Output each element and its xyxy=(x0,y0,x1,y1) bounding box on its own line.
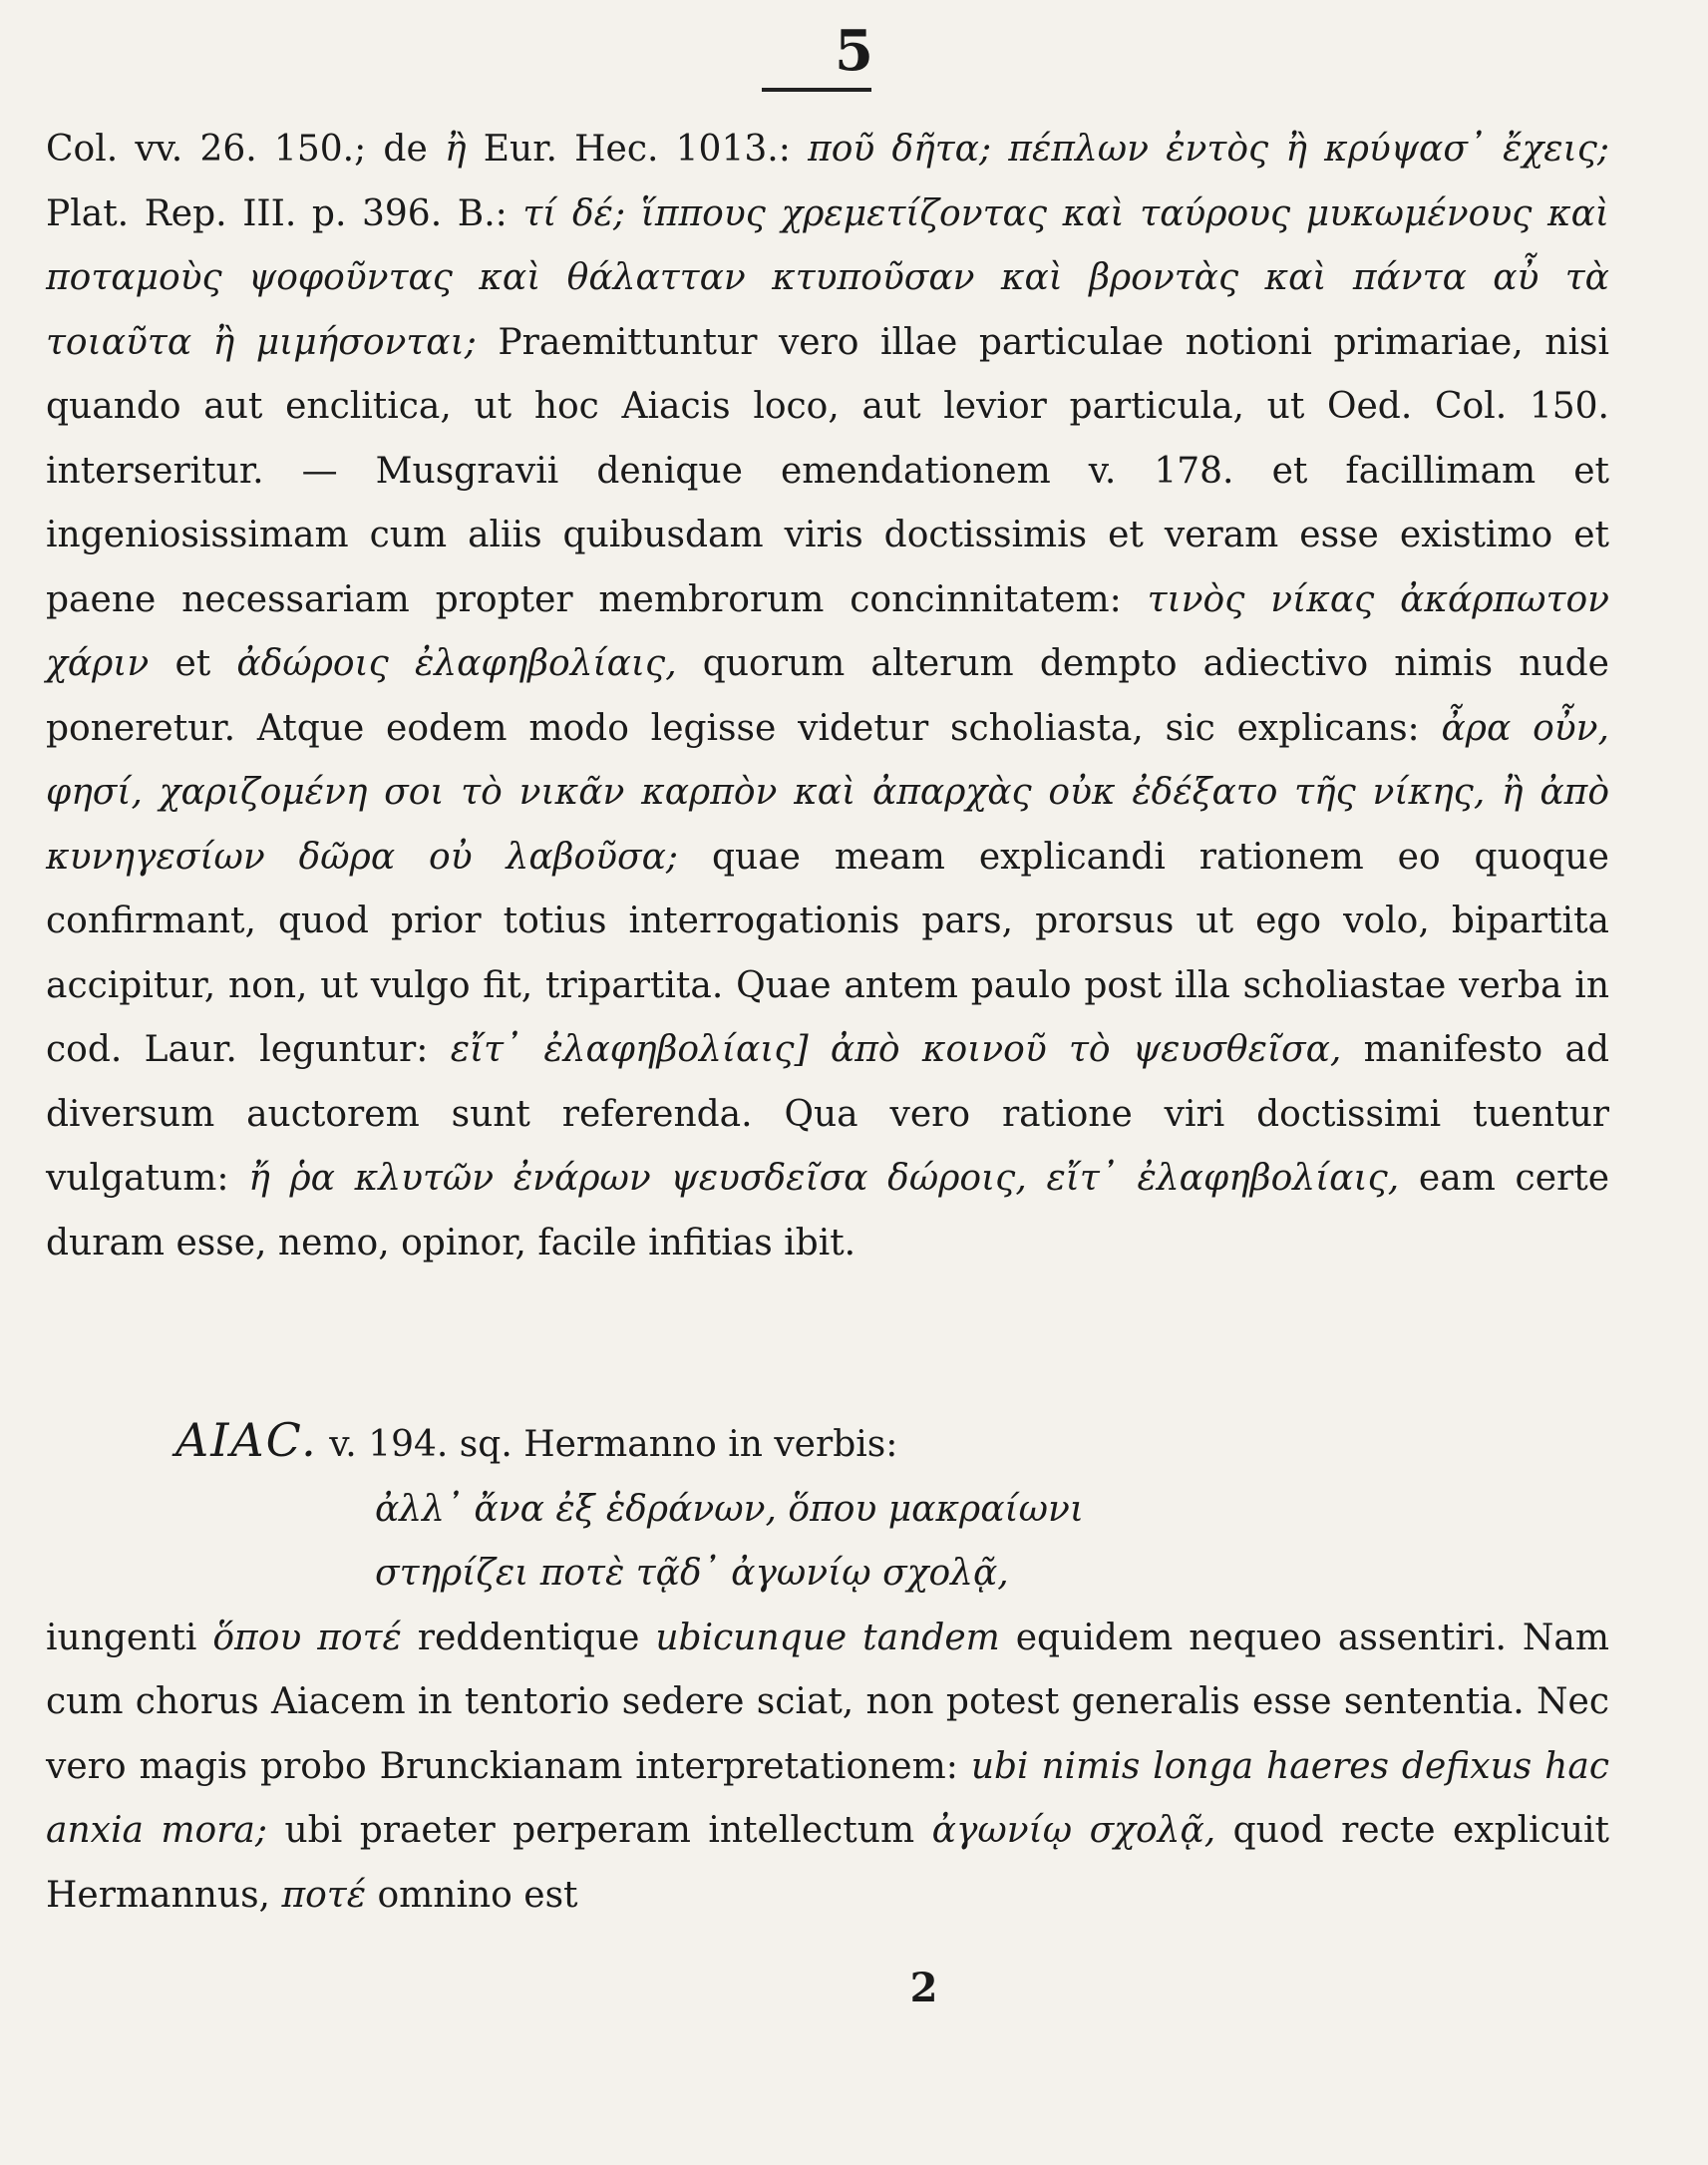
section-tag: AIAC. xyxy=(175,1413,318,1467)
paragraph-2 xyxy=(46,1607,1609,1929)
page-number-rule xyxy=(762,88,871,92)
text-run: reddentique xyxy=(401,1617,656,1658)
latin-italic-run: ubi nimis longa haeres defixus hac anxia mora; xyxy=(46,1745,1609,1851)
text-run: eam certe duram esse, nemo, opinor, facile infitias ibit. xyxy=(46,1158,1609,1263)
text-run: Eur. Hec. 1013.: xyxy=(466,129,809,170)
text-run: Praemittuntur vero illae particulae notioni primariae, nisi quando aut enclitica, ut hoc Aiacis loco, aut levior particula, ut Oed. Col. 150. interseritur. — Musgravii denique emendationem v. 178. et facillimam et ingeniosissimam cum aliis quibusdam viris doctissimis et veram esse existimo et paene necessariam propter membrorum concinnitatem: xyxy=(46,321,1609,620)
greek-run: ὅπου ποτέ xyxy=(212,1617,402,1658)
greek-run: ποῦ δῆτα; πέπλων ἐντὸς ἢ κρύψασ᾽ ἔχεις; xyxy=(808,129,1609,170)
text-run: quorum alterum dempto adiectivo nimis nude poneretur. Atque eodem modo legisse videtur scholiasta, sic explicans: xyxy=(46,643,1609,749)
text-run: quae meam explicandi rationem eo quoque confirmant, quod prior totius interrogationis pars, prorsus ut ego volo, bipartita accipitur, non, ut vulgo fit, tripartita. Quae antem paulo post illa scholiastae verba in cod. Laur. leguntur: xyxy=(46,836,1609,1070)
page-number: 5 xyxy=(835,18,873,84)
text-run: et xyxy=(149,643,237,684)
text-run: iungenti xyxy=(46,1617,213,1658)
latin-italic-run: ubicunque tandem xyxy=(655,1617,1000,1658)
paragraph-1 xyxy=(46,118,1609,1275)
section-heading-text: v. 194. sq. Hermanno in verbis: xyxy=(317,1424,898,1465)
section-heading xyxy=(46,1408,1609,1478)
greek-run: ἀδώροις ἐλαφηβολίαις, xyxy=(236,643,677,684)
section-aiac xyxy=(46,1408,1609,1928)
greek-run: ἆρα οὖν, φησί, χαριζομένη σοι τὸ νικᾶν καρπὸν καὶ ἀπαρχὰς οὐκ ἐδέξατο τῆς νίκης, ἢ ἀπὸ κυνηγεσίων δῶρα οὐ λαβοῦσα; xyxy=(46,707,1609,878)
text-run: omnino est xyxy=(366,1874,578,1916)
greek-run: εἴτ᾽ ἐλαφηβολίαις] ἀπὸ κοινοῦ τὸ ψευσθεῖσα, xyxy=(450,1029,1342,1070)
greek-run: ποτέ xyxy=(281,1874,367,1916)
signature-mark: 2 xyxy=(909,1965,938,2011)
verse-line-2: στηρίζει ποτὲ τᾷδ᾽ ἀγωνίῳ σχολᾷ, xyxy=(375,1553,1009,1594)
text-run: ubi praeter perperam intellectum xyxy=(267,1810,932,1851)
greek-run: τινὸς νίκας ἀκάρπωτον χάριν xyxy=(46,578,1609,684)
greek-run: ἀγωνίῳ σχολᾷ, xyxy=(931,1810,1216,1851)
text-run: Plat. Rep. III. p. 396. B.: xyxy=(46,192,523,234)
greek-run: ἢ xyxy=(444,129,467,170)
text-run: quod recte explicuit Hermannus, xyxy=(46,1810,1610,1916)
verse-line-1: ἀλλ᾽ ἄνα ἐξ ἑδράνων, ὅπου μακραίωνι xyxy=(375,1488,1084,1530)
text-run: Col. vv. 26. 150.; de xyxy=(46,129,445,170)
greek-run: ἤ ῥα κλυτῶν ἐνάρων ψευσδεῖσα δώροις, εἴτ᾽ ἐλαφηβολίαις, xyxy=(248,1158,1400,1199)
greek-run: τί δέ; ἵππους χρεμετίζοντας καὶ ταύρους μυκωμένους καὶ ποταμοὺς ψοφοῦντας καὶ θάλατταν κτυποῦσαν καὶ βροντὰς καὶ πάντα αὖ τὰ τοιαῦτα ἢ μιμήσονται; xyxy=(46,192,1609,363)
text-run: equidem nequeo assentiri. Nam cum chorus Aiacem in tentorio sedere sciat, non potest generalis esse sententia. Nec vero magis probo Brunckianam interpretationem: xyxy=(46,1617,1610,1787)
text-run: manifesto ad diversum auctorem sunt referenda. Qua vero ratione viri doctissimi tuentur vulgatum: xyxy=(46,1029,1609,1199)
